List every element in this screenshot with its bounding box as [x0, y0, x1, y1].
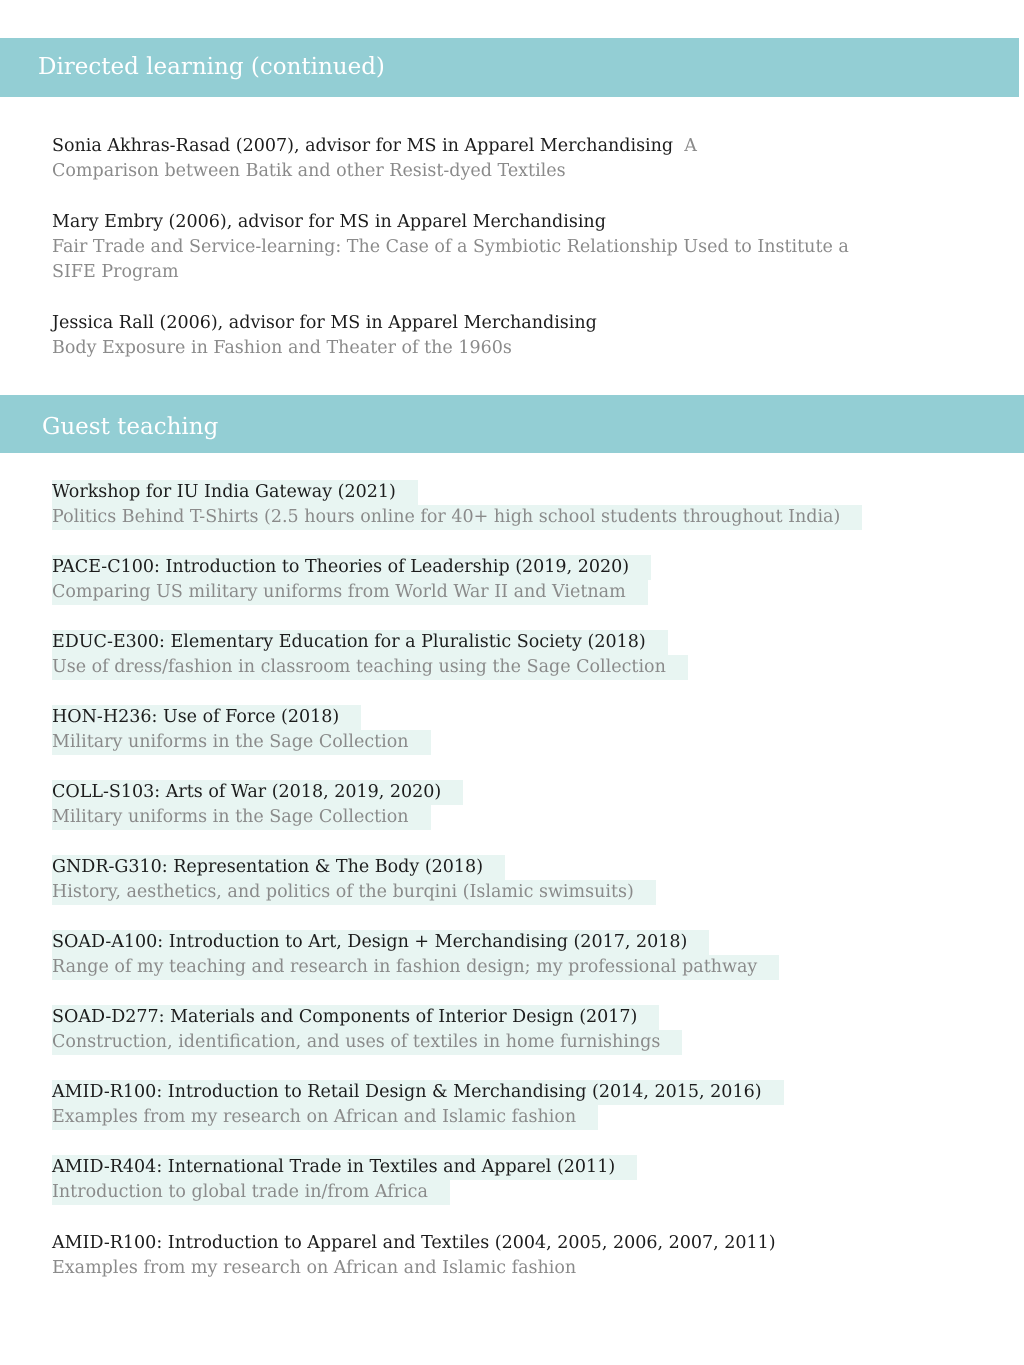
- entry-subtitle: Introduction to global trade in/from Africa: [52, 1180, 450, 1205]
- entry-title: Sonia Akhras-Rasad (2007), advisor for MS in Apparel Merchandising A: [52, 136, 697, 156]
- entry-subtitle: Examples from my research on African and Islamic fashion: [52, 1258, 577, 1278]
- entry-title: GNDR-G310: Representation & The Body (2018): [52, 855, 505, 880]
- entry-subtitle: Construction, identification, and uses of textiles in home furnishings: [52, 1030, 682, 1055]
- entry-title: Workshop for IU India Gateway (2021): [52, 480, 418, 505]
- section-heading-directed-learning: Directed learning (continued): [0, 38, 1019, 97]
- guest-entry: [52, 930, 779, 980]
- entry-subtitle: Fair Trade and Service-learning: The Case of a Symbiotic Relationship Used to Institute a SIFE Program: [52, 237, 849, 282]
- directed-entry: [52, 134, 852, 184]
- guest-entry: [52, 780, 463, 830]
- entry-title: AMID-R404: International Trade in Textiles and Apparel (2011): [52, 1155, 637, 1180]
- entry-subtitle: Military uniforms in the Sage Collection: [52, 805, 431, 830]
- entry-subtitle: Range of my teaching and research in fashion design; my professional pathway: [52, 955, 779, 980]
- guest-entry: [52, 855, 656, 905]
- entry-title: EDUC-E300: Elementary Education for a Pluralistic Society (2018): [52, 630, 668, 655]
- directed-entry: [52, 311, 852, 361]
- directed-entry: [52, 210, 852, 285]
- guest-entry: [52, 630, 688, 680]
- section-heading-guest-teaching: Guest teaching: [0, 395, 1024, 453]
- guest-entry: [52, 1231, 798, 1281]
- entry-subtitle: History, aesthetics, and politics of the burqini (Islamic swimsuits): [52, 880, 656, 905]
- entry-title: COLL-S103: Arts of War (2018, 2019, 2020): [52, 780, 463, 805]
- entry-subtitle: Comparison between Batik and other Resist-dyed Textiles: [52, 161, 566, 181]
- entry-title: AMID-R100: Introduction to Retail Design & Merchandising (2014, 2015, 2016): [52, 1080, 784, 1105]
- entry-subtitle: Use of dress/fashion in classroom teaching using the Sage Collection: [52, 655, 688, 680]
- guest-entry: [52, 1005, 682, 1055]
- entry-subtitle-start: A: [684, 136, 697, 156]
- entry-subtitle: Body Exposure in Fashion and Theater of the 1960s: [52, 338, 512, 358]
- entry-subtitle: Examples from my research on African and Islamic fashion: [52, 1105, 598, 1130]
- guest-entry: [52, 480, 862, 530]
- entry-title: SOAD-A100: Introduction to Art, Design + Merchandising (2017, 2018): [52, 930, 709, 955]
- entry-title: AMID-R100: Introduction to Apparel and Textiles (2004, 2005, 2006, 2007, 2011): [52, 1233, 776, 1253]
- entry-title: HON-H236: Use of Force (2018): [52, 705, 361, 730]
- entry-subtitle: Military uniforms in the Sage Collection: [52, 730, 431, 755]
- guest-entry: [52, 1080, 784, 1130]
- entry-title: Jessica Rall (2006), advisor for MS in Apparel Merchandising: [52, 313, 597, 333]
- entry-title: SOAD-D277: Materials and Components of Interior Design (2017): [52, 1005, 659, 1030]
- entry-subtitle: Politics Behind T-Shirts (2.5 hours online for 40+ high school students throughout India): [52, 505, 862, 530]
- entry-title: Mary Embry (2006), advisor for MS in Apparel Merchandising: [52, 212, 606, 232]
- entry-subtitle: Comparing US military uniforms from World War II and Vietnam: [52, 580, 648, 605]
- guest-entry: [52, 1155, 637, 1205]
- entry-title: PACE-C100: Introduction to Theories of Leadership (2019, 2020): [52, 555, 651, 580]
- guest-entry: [52, 705, 431, 755]
- guest-entry: [52, 555, 651, 605]
